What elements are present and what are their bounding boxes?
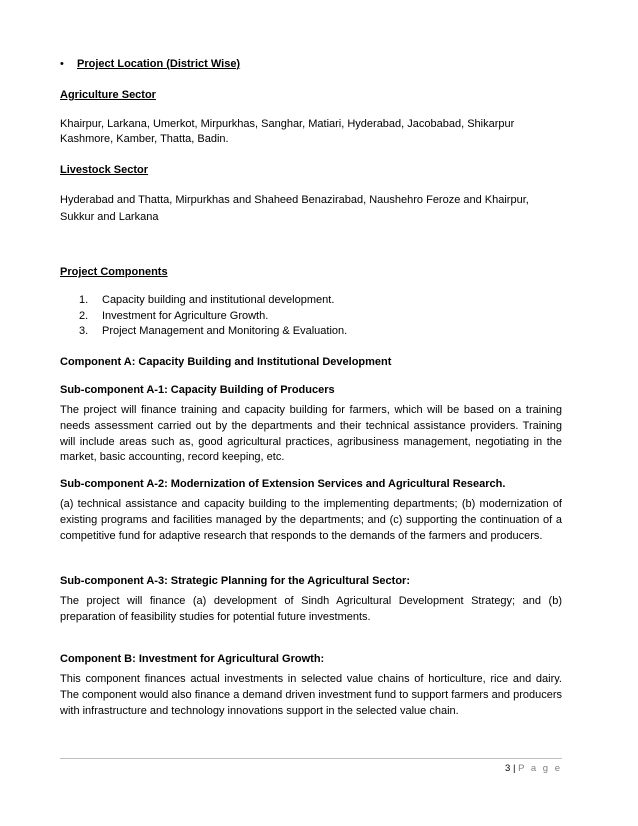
component-a-heading: Component A: Capacity Building and Institutional Development: [60, 356, 392, 368]
project-location-heading: Project Location (District Wise): [77, 58, 241, 70]
component-b-heading: Component B: Investment for Agricultural Growth:: [60, 653, 325, 665]
sub-a3-text: The project will finance (a) development of Sindh Agricultural Development Strategy; and (b) preparation of feasibility studies for potential future investments.: [60, 595, 562, 623]
livestock-text-line1: Hyderabad and Thatta, Mirpurkhas and Shaheed Benazirabad, Naushehro Feroze and Khairpur,: [60, 194, 529, 206]
page-label: P a g e: [518, 763, 562, 774]
sub-a2-heading: Sub-component A-2: Modernization of Extension Services and Agricultural Research.: [60, 478, 506, 490]
list-item: 2. Investment for Agriculture Growth.: [79, 309, 269, 322]
components-heading: Project Components: [60, 266, 168, 278]
footer-divider: [60, 758, 562, 759]
footer-separator: |: [512, 763, 516, 774]
bullet-icon: •: [60, 58, 64, 70]
agriculture-text-line2: Kashmore, Kamber, Thatta, Badin.: [60, 133, 229, 145]
page-footer: [60, 763, 562, 774]
components-list: [79, 293, 581, 340]
sub-a3-heading: Sub-component A-3: Strategic Planning for the Agricultural Sector:: [60, 575, 410, 587]
component-b-text: This component finances actual investments in selected value chains of horticulture, rice and dairy. The component would also finance a demand driven investment fund to support farmers and producers with infrastructure and technology innovations support in the selected value chain.: [60, 673, 562, 717]
sub-a1-text: The project will finance training and capacity building for farmers, which will be based on a training needs assessment carried out by the departments and their technical assistance providers. Training will include areas such as, good agricultural practices, agribusiness management, negotiating in the market, basic accounting, record keeping, etc.: [60, 404, 562, 464]
agriculture-heading: Agriculture Sector: [60, 89, 156, 101]
livestock-heading: Livestock Sector: [60, 164, 149, 176]
livestock-text-line2: Sukkur and Larkana: [60, 211, 159, 223]
sub-a1-heading: Sub-component A-1: Capacity Building of Producers: [60, 384, 335, 396]
sub-a2-text: (a) technical assistance and capacity building to the implementing departments; (b) modernization of existing programs and facilities managed by the departments; and (c) supporting the continuation of a competitive fund for adaptive research that responds to the demands of the farmers and producers.: [60, 498, 562, 542]
list-item: 3. Project Management and Monitoring & Evaluation.: [79, 325, 348, 338]
list-item: 1. Capacity building and institutional development.: [79, 294, 335, 306]
page-number: 3: [505, 763, 511, 774]
agriculture-text-line1: Khairpur, Larkana, Umerkot, Mirpurkhas, Sanghar, Matiari, Hyderabad, Jacobabad, Shikarpur: [60, 118, 515, 130]
